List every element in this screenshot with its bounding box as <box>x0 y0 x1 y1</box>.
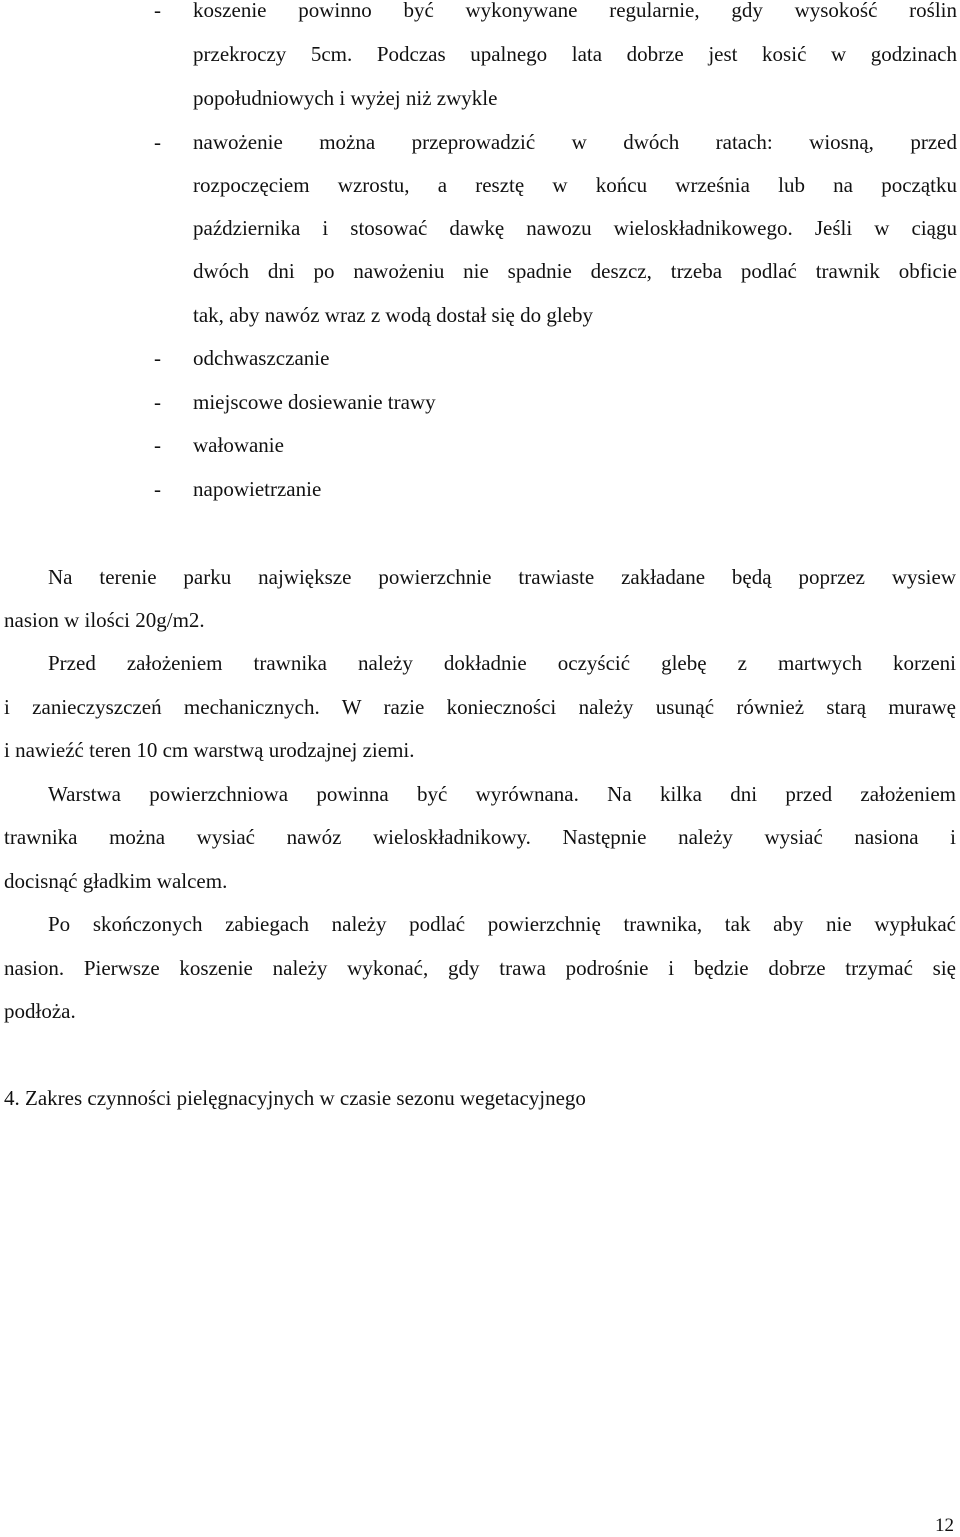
list-marker: - <box>154 346 161 370</box>
paragraph-line: i zanieczyszczeń mechanicznych. W razie konieczności należy usunąć również starą murawę <box>4 695 956 719</box>
paragraph-line: i nawieźć teren 10 cm warstwą urodzajnej ziemi. <box>4 738 415 762</box>
paragraph-line: Przed założeniem trawnika należy dokładnie oczyścić glebę z martwych korzeni <box>48 651 956 675</box>
list-item-line: dwóch dni po nawożeniu nie spadnie deszcz, trzeba podlać trawnik obficie <box>193 259 957 283</box>
paragraph-line: nasion w ilości 20g/m2. <box>4 608 205 632</box>
paragraph-line: Po skończonych zabiegach należy podlać powierzchnię trawnika, tak aby nie wypłukać <box>48 912 956 936</box>
list-item-line: przekroczy 5cm. Podczas upalnego lata dobrze jest kosić w godzinach <box>193 42 957 66</box>
page-number: 12 <box>935 1515 954 1536</box>
paragraph-line: trawnika można wysiać nawóz wieloskładnikowy. Następnie należy wysiać nasiona i <box>4 825 956 849</box>
paragraph-line: nasion. Pierwsze koszenie należy wykonać, gdy trawa podrośnie i będzie dobrze trzymać się <box>4 956 956 980</box>
list-item-line: popołudniowych i wyżej niż zwykle <box>193 86 498 110</box>
section-heading: 4. Zakres czynności pielęgnacyjnych w czasie sezonu wegetacyjnego <box>4 1086 586 1110</box>
list-marker: - <box>154 477 161 501</box>
list-marker: - <box>154 0 161 22</box>
list-item-line: koszenie powinno być wykonywane regularnie, gdy wysokość roślin <box>193 0 957 22</box>
list-item-line: miejscowe dosiewanie trawy <box>193 390 436 414</box>
list-item-line: października i stosować dawkę nawozu wieloskładnikowego. Jeśli w ciągu <box>193 216 957 240</box>
list-marker: - <box>154 433 161 457</box>
paragraph-line: docisnąć gładkim walcem. <box>4 869 228 893</box>
list-item-line: napowietrzanie <box>193 477 322 501</box>
list-item-line: tak, aby nawóz wraz z wodą dostał się do gleby <box>193 303 594 327</box>
paragraph-line: Na terenie parku największe powierzchnie trawiaste zakładane będą poprzez wysiew <box>48 565 956 589</box>
list-marker: - <box>154 390 161 414</box>
paragraph-line: Warstwa powierzchniowa powinna być wyrównana. Na kilka dni przed założeniem <box>48 782 956 806</box>
list-marker: - <box>154 130 161 154</box>
list-item-line: rozpoczęciem wzrostu, a resztę w końcu września lub na początku <box>193 173 957 197</box>
paragraph-line: podłoża. <box>4 999 76 1023</box>
list-item-line: nawożenie można przeprowadzić w dwóch ratach: wiosną, przed <box>193 130 957 154</box>
list-item-line: odchwaszczanie <box>193 346 330 370</box>
list-item-line: wałowanie <box>193 433 284 457</box>
